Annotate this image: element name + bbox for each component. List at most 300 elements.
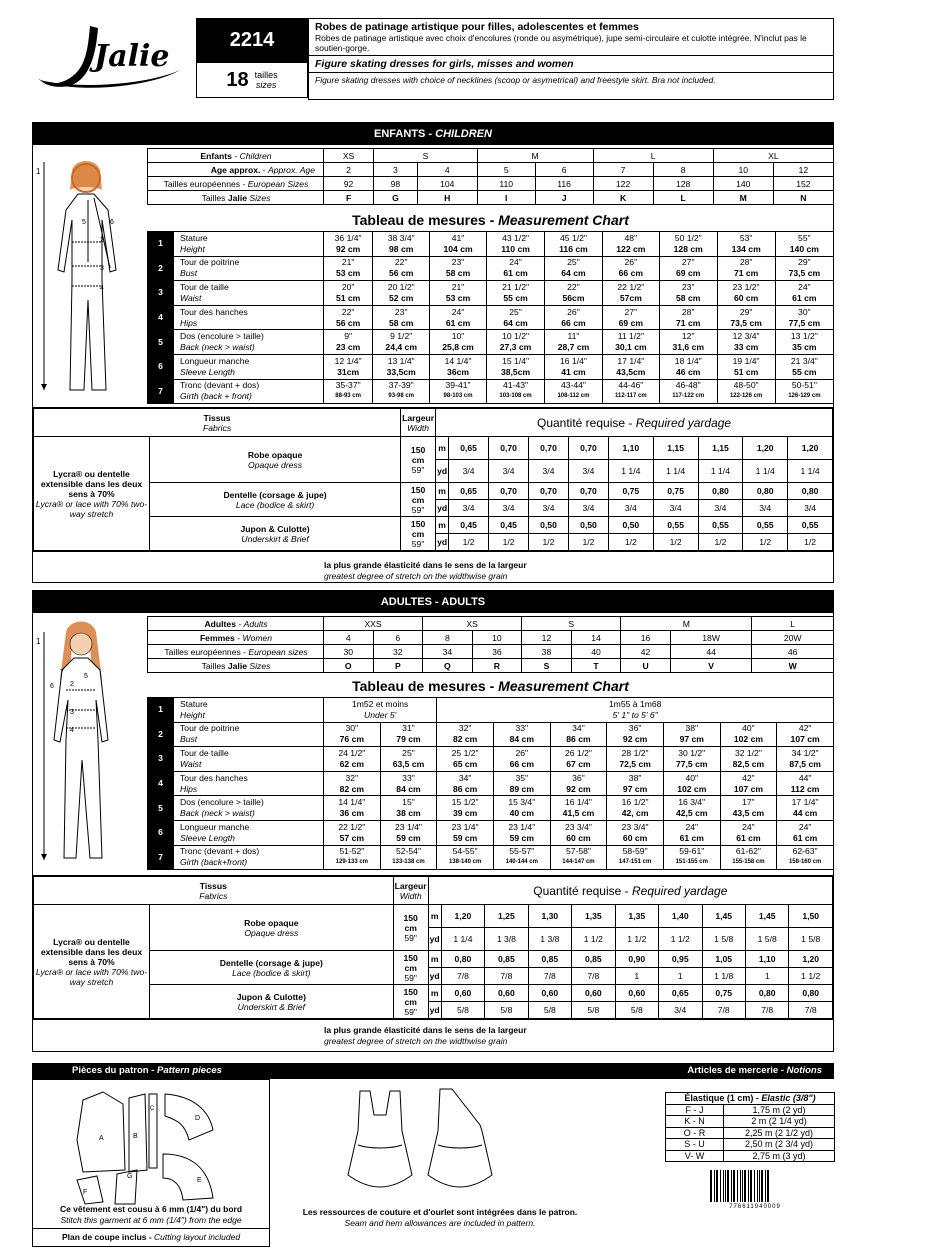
measure-inches: 22": [341, 306, 355, 317]
measure-inches: 18 1/4": [674, 355, 702, 366]
measure-inches: 25": [402, 747, 415, 758]
stretch-note-en: greatest degree of stretch on the widthwise grain: [324, 571, 508, 581]
fabric-width-150: 150: [410, 518, 426, 529]
fabrics-header-fr: Tissus: [199, 880, 227, 891]
pattern-pieces-illustration: [33, 1080, 269, 1205]
eu-cell: 46: [752, 645, 834, 659]
measure-name-fr: Longueur manche: [180, 355, 250, 366]
measure-cm: 23 cm: [335, 342, 361, 353]
measure-cm: 86 cm: [452, 783, 478, 794]
height-range-b-fr: 1m55 à 1m68: [608, 698, 662, 709]
measure-cell: [437, 845, 494, 870]
elastic-length: 2,75 m (3 yd): [724, 1150, 835, 1162]
measure-cell: [717, 305, 775, 330]
measure-inches: 32 1/2": [734, 747, 762, 758]
measure-cm: 140 cm: [789, 243, 819, 254]
measure-cell: [659, 379, 717, 404]
measure-name: [174, 796, 324, 821]
measure-cell: [324, 796, 381, 821]
measure-number: 5: [148, 330, 174, 355]
measure-cell: [486, 256, 544, 281]
measure-cell: [659, 305, 717, 330]
size-count-box: [196, 62, 308, 98]
measure-cell: [775, 256, 833, 281]
measure-inches: 9 1/2": [390, 331, 413, 342]
yardage-header-en: Required yardage: [635, 415, 732, 430]
eu-label-en: European sizes: [248, 646, 308, 657]
measure-cm: 158-160 cm: [788, 859, 822, 866]
measure-cm: 107 cm: [733, 783, 763, 794]
yardage-cell: 1,20: [788, 437, 833, 460]
measure-cm: 61 cm: [792, 292, 817, 303]
measure-cell: [486, 305, 544, 330]
unit-label: m: [428, 985, 441, 1002]
measure-cm: 61 cm: [503, 268, 528, 279]
measure-inches: 48-50": [733, 380, 759, 391]
measure-cm: 27,3 cm: [499, 342, 532, 353]
measure-cell: [663, 722, 720, 747]
yardage-cell: 0,50: [608, 517, 653, 534]
measure-row-height: 1 Stature Height 1m52 et moins Under 5' 1m55 à 1m68 5' 1" to 5' 6": [148, 698, 834, 723]
measure-inches: 38 3/4": [387, 232, 415, 243]
adults-fabric-table: [32, 875, 834, 1020]
measure-inches: 27": [681, 257, 695, 268]
measure-cell: [545, 232, 603, 257]
barcode-bar: [750, 1170, 752, 1202]
adults-chart-title: Tableau de mesures - Measurement Chart: [352, 678, 629, 694]
measure-inches: 21 3/4": [790, 355, 818, 366]
pattern-number: 2214: [196, 18, 308, 62]
yardage-cell: 3/4: [568, 460, 608, 483]
measure-cell: [545, 354, 603, 379]
measure-cell: [545, 256, 603, 281]
yardage-cell: 0,55: [698, 517, 743, 534]
measure-inches: 43 1/2": [502, 232, 530, 243]
fabric-width-59: 59": [404, 932, 417, 943]
measure-cm: 144-147 cm: [562, 859, 595, 866]
yardage-cell: 1 5/8: [745, 928, 788, 951]
measure-cm: 82 cm: [339, 783, 365, 794]
women-cell: 12: [522, 631, 572, 645]
measure-cm: 129-133 cm: [335, 859, 368, 866]
fabric-type-fr: Jupon & Culotte): [240, 523, 310, 534]
measure-cm: 33,5cm: [386, 366, 416, 377]
yardage-cell: 1,20: [789, 951, 833, 968]
unit-label: yd: [428, 928, 441, 951]
measure-cell: [550, 820, 607, 845]
eu-cell: 98: [374, 177, 418, 191]
measure-cell: [663, 820, 720, 845]
elastic-title: [666, 1093, 835, 1105]
measure-cm: 39 cm: [452, 808, 478, 819]
measure-inches: 55": [798, 232, 811, 243]
svg-text:2: 2: [100, 237, 104, 244]
measure-inches: 48": [624, 232, 638, 243]
jalie-size-cell: J: [535, 191, 593, 205]
yardage-cell: 7/8: [702, 1002, 745, 1019]
measure-name-fr: Tour de taille: [180, 281, 229, 292]
measure-row: [148, 722, 834, 747]
measure-inches: 23 1/4": [508, 821, 536, 832]
size-label-fr: tailles: [254, 70, 278, 80]
fabric-width-150: 150: [410, 444, 426, 455]
yardage-cell: 5/8: [528, 1002, 571, 1019]
measure-cm: 98-103 cm: [443, 393, 473, 400]
measure-inches: 25 1/2": [451, 747, 479, 758]
measure-cm: 82 cm: [452, 734, 478, 745]
measure-number: 4: [148, 305, 174, 330]
measure-cm: 79 cm: [396, 734, 421, 745]
yardage-cell: 0,55: [743, 517, 788, 534]
measure-name-fr: Longueur manche: [180, 821, 250, 832]
measure-cm: 66 cm: [561, 317, 586, 328]
adults-stretch-note: [32, 1025, 834, 1047]
measure-cell: [437, 747, 494, 772]
measure-cm: 36cm: [447, 366, 470, 377]
notions-title: [687, 1065, 822, 1076]
yardage-cell: 0,45: [489, 517, 529, 534]
size-count-label: [255, 70, 278, 90]
size-group-l: L: [752, 617, 834, 631]
size-group-l: L: [593, 149, 713, 163]
measure-name-fr: Stature: [180, 698, 208, 709]
fabrics-header: [34, 877, 394, 905]
elastic-size-range: S - U: [666, 1139, 724, 1151]
measure-cell: [717, 256, 775, 281]
measure-row: [148, 256, 834, 281]
jalie-size-cell: W: [752, 659, 834, 673]
measure-inches: 21 1/2": [502, 281, 530, 292]
width-header-en: Width: [407, 422, 430, 433]
measure-cm: 64 cm: [503, 317, 528, 328]
measure-number: 3: [148, 747, 174, 772]
unit-label: m: [428, 951, 441, 968]
measure-cm: 35 cm: [792, 342, 817, 353]
measure-cm: 28,7 cm: [557, 342, 590, 353]
measure-inches: 35-37": [335, 380, 361, 391]
measure-cm: 65 cm: [452, 758, 478, 769]
measure-cm: 51 cm: [335, 292, 361, 303]
yardage-cell: 1 1/2: [789, 968, 833, 985]
barcode-bar: [716, 1170, 718, 1202]
svg-text:B: B: [133, 1133, 138, 1140]
measure-cell: [720, 845, 777, 870]
measure-cell: [720, 820, 777, 845]
measure-inches: 26": [515, 747, 529, 758]
measure-inches: 12 3/4": [732, 331, 760, 342]
fabric-width-150: 150: [403, 986, 418, 997]
elastic-size-range: V- W: [666, 1150, 724, 1162]
lycra-description-en: Lycra® or lace with 70% two-way stretch: [35, 498, 148, 519]
measure-cell: [663, 771, 720, 796]
barcode-bar: [754, 1170, 755, 1202]
pattern-pieces-title: [72, 1065, 222, 1076]
barcode-bar: [737, 1170, 738, 1202]
measure-cm: 69 cm: [676, 268, 701, 279]
measure-cell: [607, 747, 664, 772]
yardage-cell: 0,70: [529, 437, 569, 460]
measure-cell: [659, 232, 717, 257]
fabrics-header: [34, 409, 401, 437]
yardage-cell: 5/8: [572, 1002, 615, 1019]
yardage-cell: 1/2: [449, 534, 489, 551]
women-cell: 16: [621, 631, 671, 645]
measure-cm: 40 cm: [509, 808, 534, 819]
measure-inches: 16 1/4": [560, 355, 587, 366]
barcode-number: 776611940009: [729, 1204, 781, 1210]
measure-cell: [602, 379, 659, 404]
yardage-cell: 0,60: [572, 985, 615, 1002]
measure-cell: [324, 747, 381, 772]
fabric-yardage-table: [33, 876, 833, 1019]
eu-cell: 110: [477, 177, 535, 191]
measure-name-en: Back (neck > waist): [180, 808, 255, 819]
child-figure: [36, 150, 144, 405]
barcode-bar: [744, 1170, 746, 1202]
eu-cell: 30: [324, 645, 374, 659]
fabric-type: [150, 437, 401, 483]
measure-cm: 98 cm: [389, 243, 414, 254]
measure-cell: [430, 281, 487, 306]
yardage-cell: 0,60: [615, 985, 658, 1002]
measure-inches: 10 1/2": [502, 331, 530, 342]
measure-inches: 44-46": [618, 380, 644, 391]
height-range-b-en: 5' 1" to 5' 6": [612, 709, 658, 720]
cutting-layout-en: Cutting layout included: [154, 1232, 241, 1242]
lycra-description: [34, 437, 150, 551]
barcode-bar: [731, 1170, 732, 1202]
measure-row: [148, 820, 834, 845]
eu-cell: 40: [571, 645, 621, 659]
measure-cm: 38 cm: [396, 808, 421, 819]
barcode-bar: [742, 1170, 743, 1202]
jalie-size-cell: G: [374, 191, 418, 205]
yardage-cell: 1/2: [788, 534, 833, 551]
measure-cm: 110 cm: [501, 243, 530, 254]
measure-cell: [607, 845, 664, 870]
measure-name: [174, 354, 324, 379]
unit-label: yd: [436, 534, 449, 551]
fabrics-header-en: Fabrics: [199, 890, 228, 901]
measure-cm: 63,5 cm: [392, 758, 425, 769]
measure-cm: 112-117 cm: [615, 393, 647, 400]
measure-name: [174, 845, 324, 870]
fabric-row: [34, 437, 833, 460]
fabric-row: [34, 985, 833, 1002]
children-age-row: Age approx. - Approx. Age 2 3 4 5 6 7 8 10 12: [148, 163, 834, 177]
elastic-size-range: F - J: [666, 1104, 724, 1116]
yardage-cell: 0,50: [529, 517, 569, 534]
children-section-title: [33, 123, 833, 145]
measure-row: [148, 305, 834, 330]
yardage-cell: 0,75: [653, 483, 698, 500]
svg-text:4: 4: [100, 285, 104, 292]
measure-inches: 13 1/4": [387, 355, 415, 366]
measure-inches: 29": [798, 257, 811, 268]
measure-row: [148, 281, 834, 306]
fabric-width: [401, 437, 436, 483]
jalie-label-fr: Tailles: [201, 660, 228, 671]
fabrics-header-en: Fabrics: [202, 422, 232, 433]
title-en: Figure skating dresses for girls, misses and women: [315, 58, 574, 70]
measure-inches: 20 1/2": [387, 281, 415, 292]
measure-cm: 43,5 cm: [732, 808, 765, 819]
measure-cell: [607, 820, 664, 845]
measure-name-en: Height: [180, 243, 205, 254]
measure-cm: 122-126 cm: [729, 393, 763, 400]
width-header-en: Width: [399, 890, 422, 901]
yardage-cell: 0,60: [528, 985, 571, 1002]
measure-name: [174, 330, 324, 355]
measure-cell: [717, 232, 775, 257]
measure-inches: 23 3/4": [621, 821, 649, 832]
measure-name-fr: Tour de poitrine: [180, 257, 240, 268]
measure-name-fr: Tour de poitrine: [180, 723, 240, 734]
children-title-en: CHILDREN: [435, 128, 492, 140]
fabric-type-fr: Dentelle (corsage & jupe): [219, 957, 323, 968]
measure-cell: [486, 330, 544, 355]
measure-inches: 24": [509, 257, 522, 268]
measure-name: [174, 232, 324, 257]
measure-name-en: Hips: [180, 783, 198, 794]
eu-cell: 44: [670, 645, 752, 659]
jalie-label-en: Sizes: [249, 660, 271, 671]
yardage-cell: 7/8: [789, 1002, 833, 1019]
eu-cell: 32: [373, 645, 423, 659]
yardage-cell: 0,65: [659, 985, 702, 1002]
measure-name-fr: Tronc (devant + dos): [180, 380, 260, 391]
desc-en: Figure skating dresses with choice of necklines (scoop or asymetrical) and freestyle skirt. Bra not included.: [315, 75, 716, 85]
measure-inches: 24": [685, 821, 699, 832]
adults-section-title: ADULTES - ADULTS: [33, 591, 833, 613]
measure-cm: 84 cm: [509, 734, 534, 745]
yardage-cell: 7/8: [441, 968, 484, 985]
yardage-cell: 7/8: [745, 1002, 788, 1019]
measure-cell: [486, 232, 544, 257]
jalie-size-cell: O: [324, 659, 374, 673]
elastic-size-range: O - R: [666, 1127, 724, 1139]
fabric-width-cm: cm: [404, 962, 417, 973]
svg-text:C: C: [150, 1106, 155, 1112]
measure-inches: 24": [798, 281, 811, 292]
age-cell: 8: [653, 163, 713, 177]
measure-number: 7: [148, 845, 174, 870]
measure-inches: 57-58": [565, 846, 591, 857]
measure-cell: [493, 722, 550, 747]
elastic-length: 2 m (2 1/4 yd): [724, 1116, 835, 1128]
yardage-cell: 1/2: [653, 534, 698, 551]
size-group-m: M: [621, 617, 752, 631]
measure-cm: 86 cm: [566, 734, 591, 745]
measure-inches: 17 1/4": [791, 797, 819, 808]
yardage-cell: 1,15: [653, 437, 698, 460]
children-size-table: Enfants - Children XS S M L XL Age approx. - Approx. Age 2 3 4 5 6 7 8 10 12 Tailles européennes - European Sizes 92 98 104 110 116 122 128 140 152 Tailles Jalie Sizes F G H I J K L M N: [147, 148, 834, 205]
measure-cm: 58 cm: [389, 317, 414, 328]
fabric-width: [401, 483, 436, 517]
yardage-cell: 0,60: [441, 985, 484, 1002]
children-title-fr: ENFANTS -: [374, 128, 436, 140]
measure-cm: 58 cm: [445, 268, 471, 279]
measure-inches: 54-55": [452, 846, 478, 857]
yardage-cell: 5/8: [441, 1002, 484, 1019]
height-range-a-en: Under 5': [364, 709, 397, 720]
yardage-cell: 1,45: [745, 905, 788, 928]
fabric-width-59: 59": [411, 538, 425, 549]
measure-cm: 41,5 cm: [562, 808, 595, 819]
measure-inches: 24": [451, 306, 465, 317]
measure-cm: 82,5 cm: [732, 758, 765, 769]
fabric-width-150: 150: [403, 912, 418, 923]
measure-inches: 23": [681, 281, 695, 292]
measure-cell: [437, 820, 494, 845]
measure-inches: 35": [515, 772, 529, 783]
measure-inches: 22 1/2": [338, 821, 366, 832]
measure-inches: 23 1/4": [451, 821, 479, 832]
barcode-bar: [725, 1170, 726, 1202]
measure-cell: [550, 747, 607, 772]
measure-cm: 61 cm: [445, 317, 471, 328]
yardage-cell: 1 1/4: [743, 460, 788, 483]
size-group-xs: XS: [324, 149, 374, 163]
measure-cm: 102 cm: [677, 783, 707, 794]
measure-cm: 128 cm: [673, 243, 703, 254]
desc-fr: Robes de patinage artistique avec choix d'encolures (ronde ou asymétrique), jupe semi-circulaire et culotte intégrée. N'inclut pas le soutien-gorge.: [315, 33, 807, 53]
measure-cell: [602, 305, 659, 330]
eu-cell: 116: [535, 177, 593, 191]
measure-name: [174, 305, 324, 330]
measure-name: [174, 747, 324, 772]
yardage-cell: 0,80: [743, 483, 788, 500]
measure-name: [174, 379, 324, 404]
measure-inches: 44": [798, 772, 812, 783]
measure-name: [174, 820, 324, 845]
jalie-size-cell: F: [324, 191, 374, 205]
measure-row: [148, 771, 834, 796]
svg-text:3: 3: [100, 265, 104, 272]
measure-inches: 23": [451, 257, 465, 268]
yardage-cell: 3/4: [608, 500, 653, 517]
fabric-yardage-table: [33, 408, 833, 551]
measure-name-en: Waist: [180, 292, 202, 303]
fabric-type: [150, 905, 394, 951]
measure-inches: 13 1/2": [790, 331, 818, 342]
elastic-table: [665, 1092, 835, 1162]
yardage-cell: 3/4: [449, 500, 489, 517]
measure-cell: [602, 281, 659, 306]
yardage-cell: 3/4: [529, 460, 569, 483]
barcode-bar: [759, 1170, 760, 1202]
yardage-cell: 1 1/8: [702, 968, 745, 985]
measure-cell: [550, 771, 607, 796]
measure-cm: 108-112 cm: [557, 393, 590, 400]
unit-label: yd: [436, 500, 449, 517]
elastic-length: 1,75 m (2 yd): [724, 1104, 835, 1116]
measure-inches: 31": [402, 723, 415, 734]
measure-cm: 93-98 cm: [388, 393, 415, 400]
measure-cm: 38,5cm: [500, 366, 531, 377]
barcode-bar: [723, 1170, 724, 1202]
yardage-cell: 1,05: [702, 951, 745, 968]
pattern-pieces-box: [32, 1079, 270, 1247]
measure-cm: 77,5 cm: [675, 758, 708, 769]
yardage-cell: 1,45: [702, 905, 745, 928]
adults-size-table: Adultes - Adults XXS XS S M L Femmes - Women 4 6 8 10 12 14 16 18W 20W Tailles européennes - European sizes 30 32 34 36 38 40 42 44 46 Tailles Jalie Sizes O P Q R S T U V W: [147, 616, 834, 673]
measure-number: 2: [148, 722, 174, 747]
measure-cm: 60 cm: [622, 832, 648, 843]
measure-number: 2: [148, 256, 174, 281]
age-cell: 7: [593, 163, 653, 177]
women-cell: 6: [373, 631, 423, 645]
